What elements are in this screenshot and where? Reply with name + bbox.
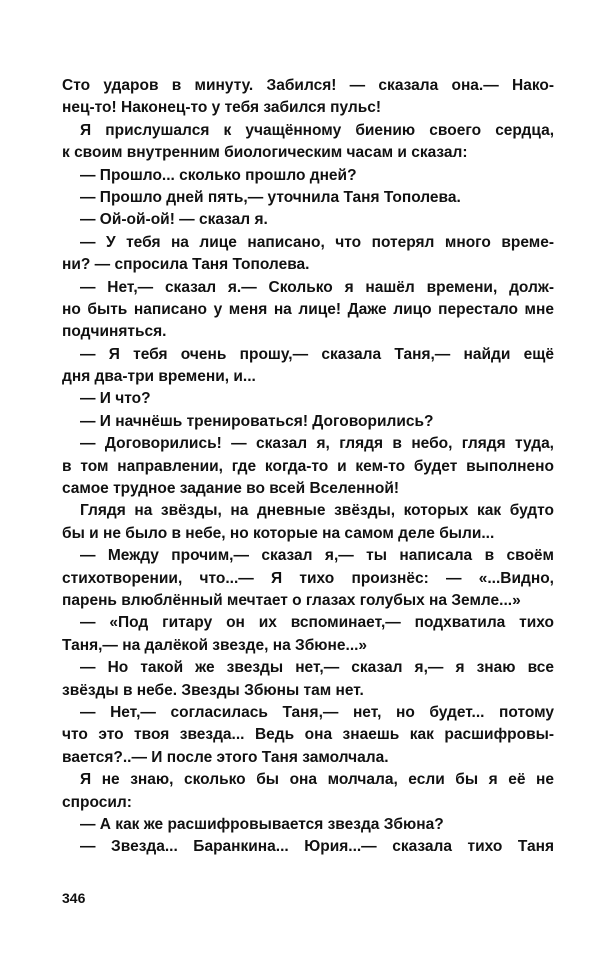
text-line: — Звезда... Баранкина... Юрия...— сказала тихо Таня (80, 838, 554, 856)
text-line: — Но такой же звезды нет,— сказал я,— я знаю все (80, 659, 554, 677)
text-line: — Договорились! — сказал я, глядя в небо, глядя туда, (80, 435, 554, 453)
text-line: бы и не было в небе, но которые на самом деле были... (62, 524, 495, 542)
text-line: — Нет,— сказал я.— Сколько я нашёл времени, долж- (80, 278, 554, 296)
text-line: — Между прочим,— сказал я,— ты написала в своём (80, 547, 554, 565)
text-line: дня два-три времени, и... (62, 368, 256, 386)
text-line: — А как же расшифровывается звезда Збюна? (80, 815, 444, 833)
text-line: — И начнёшь тренироваться! Договорились? (80, 412, 434, 430)
text-line: — И что? (80, 390, 151, 408)
text-line: стихотворении, что...— Я тихо произнёс: — «...Видно, (62, 569, 554, 587)
text-line: — «Под гитару он их вспоминает,— подхватила тихо (80, 614, 554, 632)
text-line: — У тебя на лице написано, что потерял много време- (80, 233, 554, 251)
text-line: самое трудное задание во всей Вселенной! (62, 480, 400, 498)
text-line: Я не знаю, сколько бы она молчала, если бы я её не (80, 771, 554, 789)
text-line: — Прошло дней пять,— уточнила Таня Тополева. (80, 188, 461, 206)
text-line: — Прошло... сколько прошло дней? (80, 166, 357, 184)
text-line: — Нет,— согласилась Таня,— нет, но будет... потому (80, 703, 554, 721)
text-line: Я прислушался к учащённому биению своего сердца, (80, 121, 554, 139)
text-line: парень влюблённый мечтает о глазах голубых на Земле...» (62, 591, 521, 609)
text-line: но быть написано у меня на лице! Даже лицо перестало мне (62, 300, 554, 318)
text-line: спросил: (62, 793, 132, 811)
text-line: вается?..— И после этого Таня замолчала. (62, 748, 389, 766)
text-line: Сто ударов в минуту. Забился! — сказала она.— Нако- (62, 77, 554, 94)
text-line: подчиняться. (62, 323, 167, 341)
page-number: 346 (62, 890, 86, 906)
text-line: ни? — спросила Таня Тополева. (62, 256, 310, 274)
text-line: что это твоя звезда... Ведь она знаешь как расшифровы- (62, 726, 554, 744)
text-line: Глядя на звёзды, на дневные звёзды, которых как будто (80, 502, 554, 520)
text-line: нец-то! Наконец-то у тебя забился пульс! (62, 99, 382, 117)
text-line: — Я тебя очень прошу,— сказала Таня,— найди ещё (80, 345, 554, 363)
text-line: в том направлении, где когда-то и кем-то будет выполнено (62, 457, 554, 475)
text-line: Таня,— на далёкой звезде, на Збюне...» (62, 636, 368, 654)
text-line: звёзды в небе. Звезды Збюны там нет. (62, 681, 364, 699)
text-line: к своим внутренним биологическим часам и сказал: (62, 144, 468, 162)
text-line: — Ой-ой-ой! — сказал я. (80, 211, 268, 229)
page-text (62, 75, 554, 859)
